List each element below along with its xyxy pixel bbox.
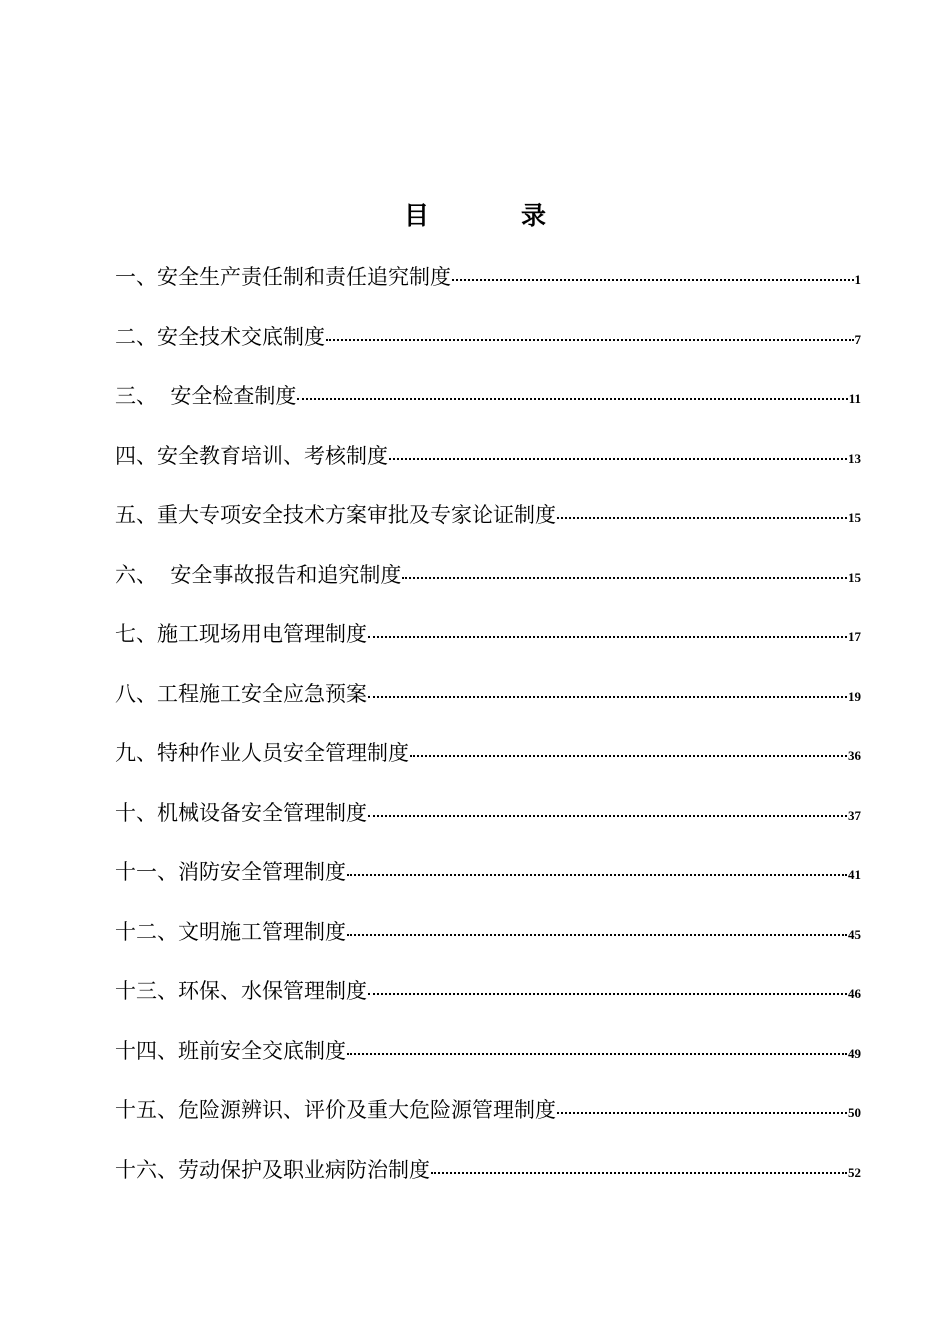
toc-entry-label: 六、 安全事故报告和追究制度 bbox=[115, 562, 402, 587]
toc-entry-label: 七、施工现场用电管理制度 bbox=[115, 622, 367, 646]
toc-entry[interactable] bbox=[115, 258, 861, 318]
toc-entry[interactable] bbox=[115, 972, 861, 1032]
toc-entry-label: 十、机械设备安全管理制度 bbox=[115, 800, 367, 825]
dot-leader bbox=[557, 517, 847, 519]
toc-entry-page: 11 bbox=[848, 391, 861, 406]
toc-entry-page: 46 bbox=[848, 986, 861, 1001]
toc-list bbox=[115, 258, 861, 1210]
toc-title-char-1: 目 bbox=[403, 201, 429, 230]
toc-entry-page: 41 bbox=[848, 867, 861, 882]
toc-entry[interactable] bbox=[115, 853, 861, 913]
toc-entry-page: 49 bbox=[848, 1045, 861, 1061]
toc-entry-page: 17 bbox=[848, 629, 861, 644]
dot-leader bbox=[402, 577, 847, 579]
toc-entry-page: 15 bbox=[848, 510, 861, 525]
dot-leader bbox=[368, 636, 847, 638]
toc-entry[interactable] bbox=[115, 1151, 861, 1211]
toc-entry-label: 一、安全生产责任制和责任追究制度 bbox=[115, 265, 451, 289]
toc-entry[interactable] bbox=[115, 437, 861, 497]
toc-entry-label: 五、重大专项安全技术方案审批及专家论证制度 bbox=[115, 503, 556, 527]
toc-entry[interactable] bbox=[115, 675, 861, 735]
toc-entry-label: 十六、劳动保护及职业病防治制度 bbox=[115, 1157, 430, 1182]
toc-entry-label: 八、工程施工安全应急预案 bbox=[115, 681, 367, 706]
toc-entry-page: 15 bbox=[848, 569, 861, 585]
toc-title bbox=[0, 196, 950, 236]
dot-leader bbox=[368, 815, 847, 817]
toc-entry[interactable] bbox=[115, 1032, 861, 1092]
toc-entry[interactable] bbox=[115, 377, 861, 437]
dot-leader bbox=[389, 458, 847, 460]
toc-entry[interactable] bbox=[115, 913, 861, 973]
toc-entry[interactable] bbox=[115, 318, 861, 378]
toc-entry-label: 十四、班前安全交底制度 bbox=[115, 1038, 346, 1063]
toc-entry-page: 36 bbox=[848, 748, 861, 763]
toc-entry-page: 13 bbox=[848, 450, 861, 466]
toc-entry-page: 50 bbox=[848, 1105, 861, 1120]
toc-entry-page: 7 bbox=[854, 331, 861, 347]
toc-entry-label: 十五、危险源辨识、评价及重大危险源管理制度 bbox=[115, 1098, 556, 1122]
dot-leader bbox=[410, 755, 847, 757]
toc-entry[interactable] bbox=[115, 734, 861, 794]
toc-entry-page: 45 bbox=[848, 926, 861, 942]
dot-leader bbox=[326, 339, 854, 341]
dot-leader bbox=[557, 1112, 847, 1114]
dot-leader bbox=[368, 993, 847, 995]
toc-entry-label: 二、安全技术交底制度 bbox=[115, 324, 325, 349]
toc-entry[interactable] bbox=[115, 496, 861, 556]
toc-entry-label: 九、特种作业人员安全管理制度 bbox=[115, 741, 409, 765]
toc-entry[interactable] bbox=[115, 615, 861, 675]
toc-entry-page: 52 bbox=[848, 1164, 861, 1180]
dot-leader bbox=[297, 398, 847, 400]
toc-entry-label: 十二、文明施工管理制度 bbox=[115, 919, 346, 944]
toc-entry[interactable] bbox=[115, 556, 861, 616]
toc-entry-label: 三、 安全检查制度 bbox=[115, 384, 297, 408]
toc-entry[interactable] bbox=[115, 794, 861, 854]
toc-entry-page: 37 bbox=[848, 807, 861, 823]
dot-leader bbox=[347, 1053, 847, 1055]
toc-entry-page: 19 bbox=[848, 688, 861, 704]
toc-entry-label: 四、安全教育培训、考核制度 bbox=[115, 443, 388, 468]
dot-leader bbox=[347, 934, 847, 936]
toc-entry[interactable] bbox=[115, 1091, 861, 1151]
toc-title-char-2: 录 bbox=[521, 201, 547, 230]
dot-leader bbox=[368, 696, 847, 698]
dot-leader bbox=[431, 1172, 847, 1174]
toc-entry-label: 十一、消防安全管理制度 bbox=[115, 860, 346, 884]
dot-leader bbox=[452, 279, 854, 281]
toc-entry-page: 1 bbox=[854, 272, 861, 287]
dot-leader bbox=[347, 874, 847, 876]
toc-entry-label: 十三、环保、水保管理制度 bbox=[115, 979, 367, 1003]
